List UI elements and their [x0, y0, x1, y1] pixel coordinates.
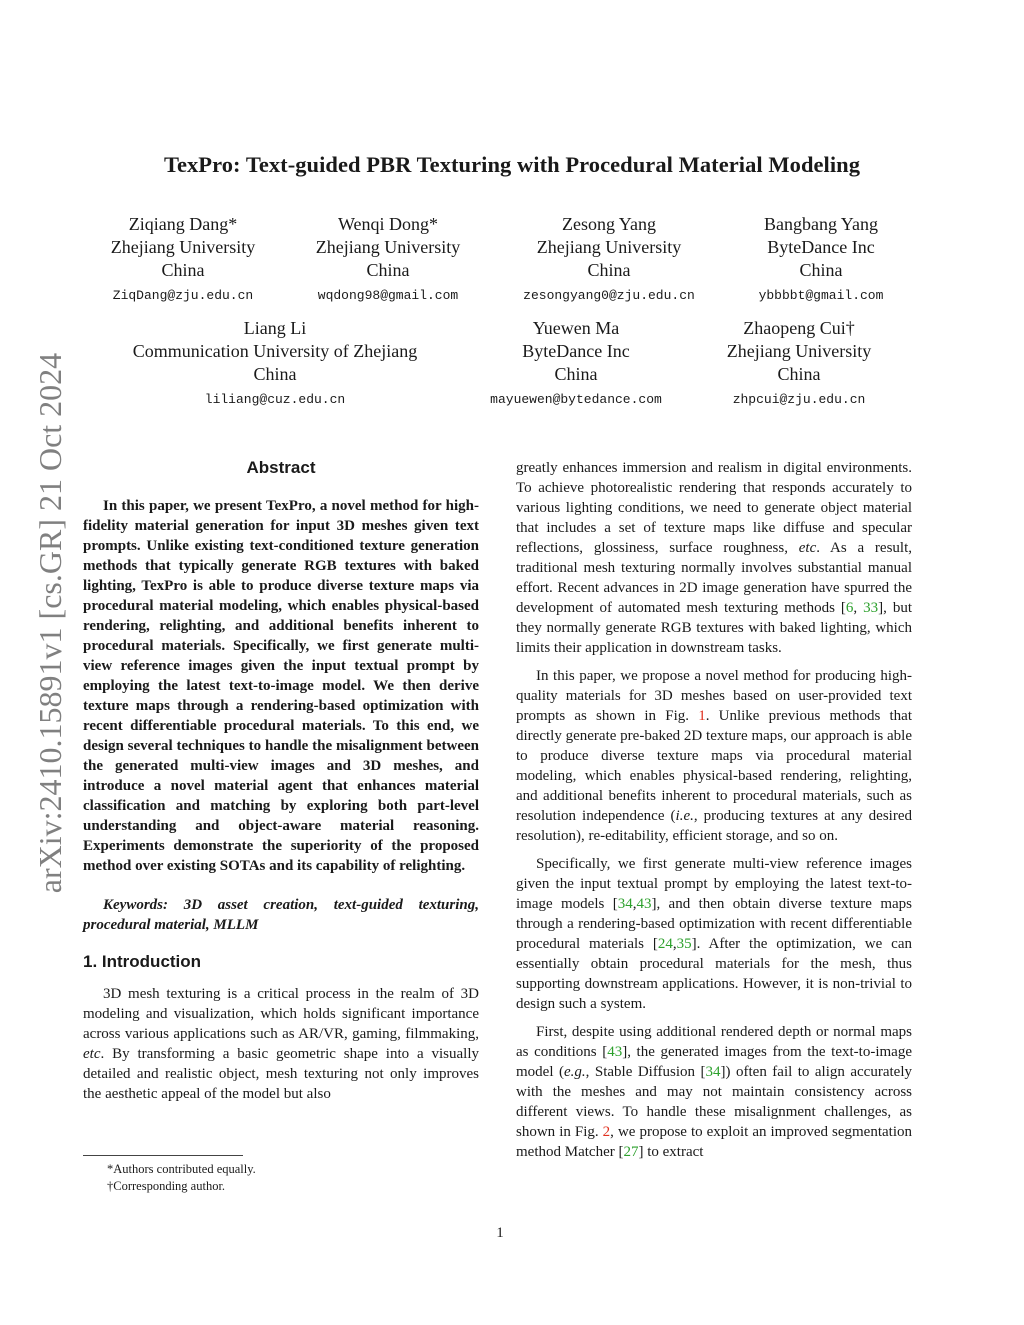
citation-link[interactable]: 43: [607, 1044, 623, 1060]
author-name: Zesong Yang: [561, 214, 656, 234]
author-country: China: [777, 364, 821, 384]
author-name: Liang Li: [243, 318, 307, 338]
author-affiliation: Zhejiang University: [315, 237, 461, 257]
author-block: [498, 213, 720, 305]
citation-link[interactable]: 43: [636, 896, 652, 912]
author-country: China: [587, 260, 631, 280]
author-block: [105, 317, 445, 409]
arxiv-identifier: arXiv:2410.15891v1 [cs.GR] 21 Oct 2024: [32, 352, 68, 894]
author-email[interactable]: wqdong98@gmail.com: [317, 288, 459, 303]
author-name: Yuewen Ma: [532, 318, 620, 338]
citation-link[interactable]: 34: [705, 1064, 721, 1080]
figure-link[interactable]: 2: [602, 1124, 611, 1140]
author-affiliation: ByteDance Inc: [767, 237, 875, 257]
footnote-corresponding-author: †Corresponding author.: [107, 1179, 226, 1193]
footnote-rule: [83, 1155, 243, 1156]
author-block: [83, 213, 283, 305]
paper-title: TexPro: Text-guided PBR Texturing with Procedural Material Modeling: [163, 152, 861, 177]
abstract-body: In this paper, we present TexPro, a novel method for high-fidelity material generation for input 3D meshes given text prompts. Unlike existing text-conditioned texture generation methods that typically generate RGB textures with baked lighting, TexPro is able to produce diverse texture maps via procedural material modeling, which enables physical-based rendering, relighting, and additional benefits inherent to procedural materials. Specifically, we first generate multi-view reference images given the input textual prompt by employing the latest text-to-image model. We then derive texture maps through a rendering-based optimization with recent differentiable procedural materials. To this end, we design several techniques to handle the misalignment between the generated multi-view images and 3D meshes, and introduce a novel material agent that enhances material classification and matching by exploring both part-level understanding and object-aware material reasoning. Experiments demonstrate the superiority of the proposed method over existing SOTAs and its capability of relighting.: [83, 498, 479, 874]
citation-link[interactable]: 33: [863, 600, 879, 616]
author-name: Ziqiang Dang*: [128, 214, 238, 234]
footnotes: [83, 1161, 479, 1195]
author-email[interactable]: ybbbbt@gmail.com: [758, 288, 884, 303]
citation-link[interactable]: 35: [676, 936, 692, 952]
page-number: 1: [496, 1225, 504, 1241]
author-country: China: [161, 260, 205, 280]
abstract-heading: Abstract: [246, 458, 316, 477]
section-heading-introduction: 1. Introduction: [83, 952, 202, 971]
author-country: China: [253, 364, 297, 384]
author-email[interactable]: zesongyang0@zju.edu.cn: [523, 288, 695, 303]
citation-link[interactable]: 27: [623, 1144, 639, 1160]
author-block: [704, 317, 894, 409]
citation-link[interactable]: 24: [657, 936, 673, 952]
author-affiliation: Zhejiang University: [110, 237, 256, 257]
left-column: [83, 458, 479, 1104]
author-email[interactable]: mayuewen@bytedance.com: [490, 392, 662, 407]
body-paragraph: greatly enhances immersion and realism in digital environments. To achieve photorealistic rendering that responds accurately to various lighting conditions, we need to generate object material that includes a set of texture maps like diffuse and specular reflections, glossiness, surface roughness, etc. As a result, traditional mesh texturing normally involves substantial manual effort. Recent advances in 2D image generation have spurred the development of automated mesh texturing methods [6, 33], but they normally generate RGB textures with baked lighting, which limits their application in downstream tasks.: [516, 460, 912, 656]
author-affiliation: ByteDance Inc: [522, 341, 630, 361]
body-paragraph: Specifically, we first generate multi-view reference images given the input textual prompt by employing the latest text-to-image models [34,43], and then obtain diverse texture maps through a rendering-based optimization with recent differentiable procedural materials [24,35]. After the optimization, we can essentially obtain procedural materials for the mesh, thus supporting downstream applications. However, it is non-trivial to design such a system.: [516, 856, 912, 1012]
author-name: Zhaopeng Cui†: [743, 318, 855, 338]
figure-link[interactable]: 1: [698, 708, 706, 724]
author-country: China: [554, 364, 598, 384]
citation-link[interactable]: 6: [845, 600, 854, 616]
author-email[interactable]: zhpcui@zju.edu.cn: [732, 392, 866, 407]
footnote-equal-contribution: *Authors contributed equally.: [107, 1162, 256, 1176]
author-affiliation: Zhejiang University: [726, 341, 872, 361]
author-affiliation: Zhejiang University: [536, 237, 682, 257]
author-name: Wenqi Dong*: [337, 214, 439, 234]
author-block: [470, 317, 682, 409]
author-block: [288, 213, 488, 305]
author-email[interactable]: ZiqDang@zju.edu.cn: [112, 288, 254, 303]
author-affiliation: Communication University of Zhejiang: [132, 341, 418, 361]
keywords: Keywords: 3D asset creation, text-guided texturing, procedural material, MLLM: [83, 897, 479, 933]
author-country: China: [366, 260, 410, 280]
author-block: [730, 213, 912, 305]
citation-link[interactable]: 34: [617, 896, 633, 912]
intro-paragraph: 3D mesh texturing is a critical process in the realm of 3D modeling and visualization, which holds significant importance across various applications such as AR/VR, gaming, filmmaking, etc. By transforming a basic geometric shape into a visually detailed and realistic object, mesh texturing not only improves the aesthetic appeal of the model but also: [83, 986, 479, 1102]
right-column: [516, 458, 912, 1162]
author-country: China: [799, 260, 843, 280]
body-paragraph: In this paper, we propose a novel method for producing high-quality materials for 3D meshes based on user-provided text prompts as shown in Fig. 1. Unlike previous methods that directly generate pre-baked 2D texture maps, our approach is able to produce diverse texture maps via procedural material modeling, which enables physical-based rendering, relighting, and additional benefits inherent to procedural materials, such as resolution independence (i.e., producing textures at any desired resolution), re-editability, efficient storage, and so on.: [516, 668, 913, 844]
author-email[interactable]: liliang@cuz.edu.cn: [204, 392, 346, 407]
body-paragraph: First, despite using additional rendered depth or normal maps as conditions [43], the generated images from the text-to-image model (e.g., Stable Diffusion [34]) often fail to align accurately with the meshes and may not maintain consistency across different views. To handle these misalignment challenges, as shown in Fig. 2, we propose to exploit an improved segmentation method Matcher [27] to extract: [516, 1024, 912, 1160]
author-name: Bangbang Yang: [763, 214, 878, 234]
